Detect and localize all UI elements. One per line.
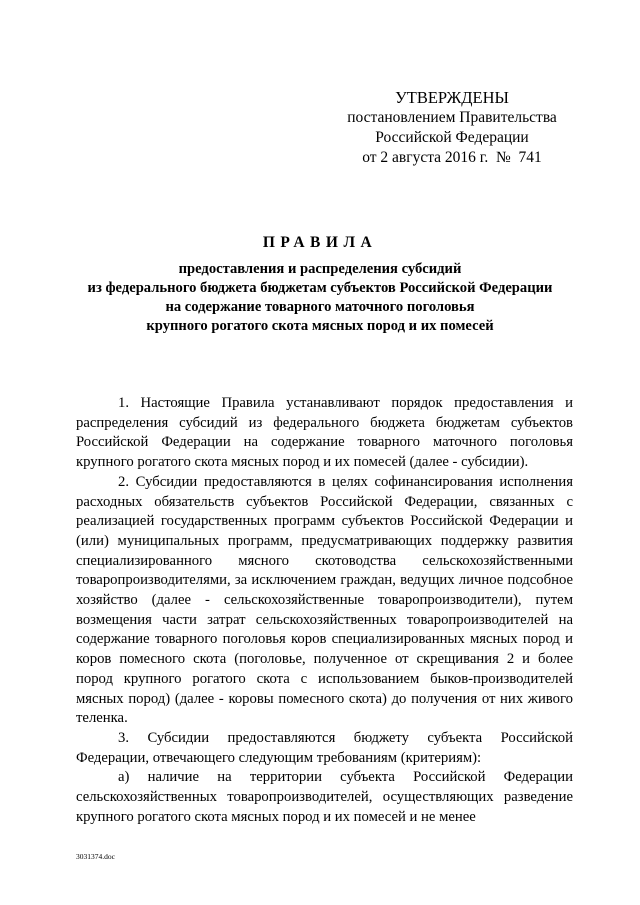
approval-line-2: Российской Федерации [375,129,529,146]
paragraph-3a: а) наличие на территории субъекта Российской Федерации сельскохозяйственных товаропроизводителей, осуществляющих разведение крупного рогатого скота мясных пород и их помесей и не менее [76,769,573,825]
subtitle-line: из федерального бюджета бюджетам субъектов Российской Федерации [87,280,553,296]
approved-title: УТВЕРЖДЕНЫ [395,88,509,107]
approval-line-1: постановлением Правительства [347,109,557,126]
paragraph-3: 3. Субсидии предоставляются бюджету субъекта Российской Федерации, отвечающего следующим требованиям (критериям): [76,729,573,766]
rules-subtitle [40,260,600,336]
subtitle-line: на содержание товарного маточного поголовья [165,299,475,315]
approval-date: от 2 августа 2016 г. № 741 [362,149,542,166]
document-file-code: 3031374.doc [76,852,115,861]
paragraph-2: 2. Субсидии предоставляются в целях софинансирования исполнения расходных обязательств субъектов Российской Федерации, связанных с реализацией государственных программ субъектов Российской Федерации и (или) муниципальных программ, предусматривающих поддержку развития специализированного мясного скотоводства сельскохозяйственными товаропроизводителями, за исключением граждан, ведущих личное подсобное хозяйство (далее - сельскохозяйственные товаропроизводители), путем возмещения части затрат сельскохозяйственных товаропроизводителей на содержание товарного поголовья коров специализированных мясных пород и коров помесного скота (поголовье, полученное от скрещивания 2 и более пород крупного рогатого скота с использованием быков-производителей мясных пород) (далее - коровы помесного скота) до получения от них живого теленка. [76,473,573,727]
approval-block [322,88,582,168]
subtitle-line: предоставления и распределения субсидий [178,261,462,277]
paragraph-1: 1. Настоящие Правила устанавливают порядок предоставления и распределения субсидий из федерального бюджета бюджетам субъектов Российской Федерации на содержание товарного маточного поголовья крупного рогатого скота мясных пород и их помесей (далее - субсидии). [76,395,573,471]
rules-title: ПРАВИЛА [262,234,378,251]
document-body [76,394,573,827]
subtitle-line: крупного рогатого скота мясных пород и их помесей [146,318,494,334]
